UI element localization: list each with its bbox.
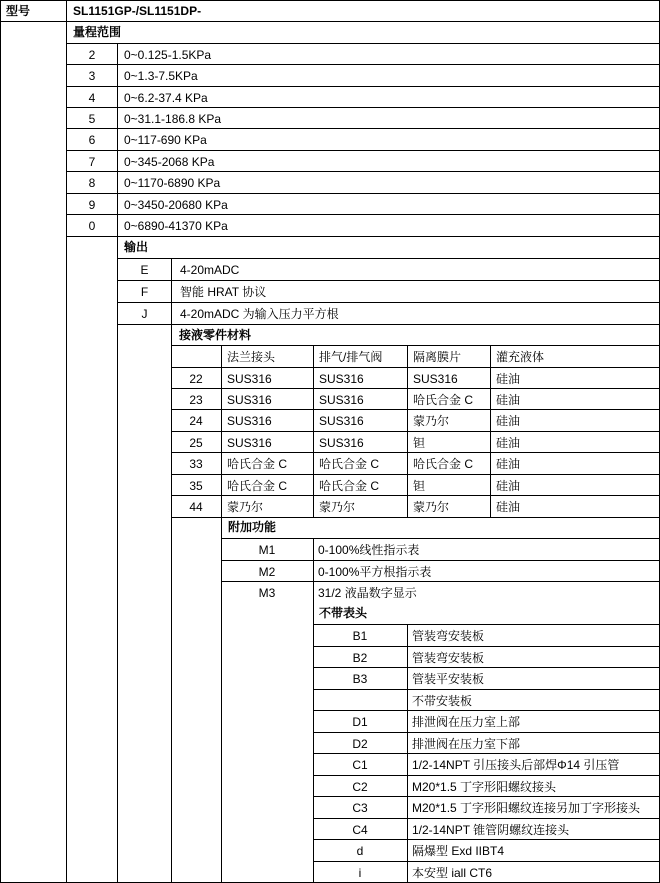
table-rule-h: [313, 667, 660, 668]
output-value: 智能 HRAT 协议: [180, 285, 267, 299]
range-value: 0~117-690 KPa: [124, 133, 207, 147]
range-code: 9: [88, 198, 96, 212]
wetted-cell: SUS316: [319, 393, 364, 407]
range-value: 0~6.2-37.4 KPa: [124, 91, 208, 105]
wetted-cell: 哈氏合金 C: [227, 457, 288, 471]
table-rule-h: [66, 107, 660, 108]
range-title: 量程范围: [73, 25, 122, 39]
table-rule-h: [171, 388, 660, 389]
range-value: 0~1170-6890 KPa: [124, 176, 221, 190]
table-rule-h: [221, 581, 660, 582]
table-rule-h: [171, 517, 660, 518]
table-rule-h: [313, 796, 660, 797]
extra-value: 0-100%线性指示表: [318, 543, 420, 557]
wetted-cell: 硅油: [496, 457, 521, 471]
wetted-cell: SUS316: [319, 414, 364, 428]
nohead-code: C2: [352, 780, 368, 794]
output-value: 4-20mADC 为输入压力平方根: [180, 307, 339, 321]
table-rule-h: [117, 324, 660, 325]
wetted-code: 22: [189, 372, 203, 386]
nohead-code: C3: [352, 801, 368, 815]
table-rule-h: [66, 214, 660, 215]
table-rule-h: [117, 302, 660, 303]
table-rule-h: [171, 431, 660, 432]
wetted-header: 法兰接头: [227, 350, 276, 364]
wetted-code: 44: [189, 500, 203, 514]
range-value: 0~31.1-186.8 KPa: [124, 112, 222, 126]
table-rule-v: [221, 345, 222, 883]
nohead-value: 不带安装板: [412, 694, 473, 708]
wetted-cell: 硅油: [496, 393, 521, 407]
table-rule-h: [171, 345, 660, 346]
table-rule-v: [407, 345, 408, 518]
table-rule-h: [171, 474, 660, 475]
table-rule-v: [171, 258, 172, 883]
table-rule-h: [117, 280, 660, 281]
table-rule-h: [171, 409, 660, 410]
nohead-code: d: [356, 844, 364, 858]
nohead-value: 1/2-14NPT 引压接头后部焊Φ14 引压管: [412, 758, 620, 772]
extra-value: 31/2 液晶数字显示: [318, 586, 417, 600]
range-code: 2: [88, 48, 96, 62]
table-rule-h: [66, 128, 660, 129]
table-rule-h: [313, 689, 660, 690]
nohead-code: D1: [352, 715, 368, 729]
range-code: 8: [88, 176, 96, 190]
table-rule-h: [221, 560, 660, 561]
wetted-cell: 钽: [413, 436, 426, 450]
wetted-cell: SUS316: [227, 436, 272, 450]
output-code: F: [140, 285, 149, 299]
wetted-code: 35: [189, 479, 203, 493]
table-rule-h: [171, 495, 660, 496]
table-rule-h: [313, 861, 660, 862]
nohead-value: 管装弯安装板: [412, 629, 485, 643]
wetted-cell: SUS316: [227, 393, 272, 407]
wetted-cell: 硅油: [496, 479, 521, 493]
wetted-cell: SUS316: [227, 414, 272, 428]
wetted-title: 接液零件材料: [179, 328, 252, 342]
model-label: 型号: [6, 4, 31, 18]
nohead-value: 本安型 iall CT6: [412, 866, 493, 880]
table-rule-h: [313, 839, 660, 840]
table-rule-h: [66, 64, 660, 65]
model-number: SL1151GP-/SL1151DP-: [73, 4, 202, 18]
wetted-cell: 蒙乃尔: [413, 500, 450, 514]
output-value: 4-20mADC: [180, 263, 240, 277]
table-rule-h: [0, 0, 660, 1]
nohead-value: 排泄阀在压力室下部: [412, 737, 521, 751]
wetted-code: 25: [189, 436, 203, 450]
extra-code: M1: [258, 543, 276, 557]
output-title: 输出: [124, 240, 149, 254]
range-value: 0~345-2068 KPa: [124, 155, 215, 169]
table-rule-h: [117, 258, 660, 259]
table-rule-h: [66, 150, 660, 151]
table-rule-h: [66, 193, 660, 194]
range-code: 5: [88, 112, 96, 126]
output-code: E: [140, 263, 149, 277]
table-rule-h: [221, 538, 660, 539]
wetted-cell: 硅油: [496, 414, 521, 428]
range-code: 3: [88, 69, 96, 83]
nohead-code: B1: [352, 629, 368, 643]
table-rule-h: [66, 171, 660, 172]
wetted-cell: 哈氏合金 C: [227, 479, 288, 493]
table-rule-v: [313, 345, 314, 518]
nohead-code: B2: [352, 651, 368, 665]
nohead-code: C1: [352, 758, 368, 772]
wetted-cell: 硅油: [496, 372, 521, 386]
nohead-value: 隔爆型 Exd IIBT4: [412, 844, 505, 858]
nohead-code: D2: [352, 737, 368, 751]
table-rule-h: [313, 775, 660, 776]
wetted-code: 23: [189, 393, 203, 407]
extra-code: M2: [258, 565, 276, 579]
nohead-value: 1/2-14NPT 锥管阴螺纹连接头: [412, 823, 570, 837]
table-rule-v: [407, 624, 408, 883]
extra-code: M3: [258, 586, 276, 600]
wetted-cell: SUS316: [227, 372, 272, 386]
wetted-header: 隔离膜片: [413, 350, 462, 364]
table-rule-h: [171, 452, 660, 453]
nohead-value: M20*1.5 丁字形阳螺纹连接另加丁字形接头: [412, 801, 641, 815]
nohead-value: 管装平安装板: [412, 672, 485, 686]
table-rule-v: [490, 345, 491, 518]
table-rule-h: [66, 236, 660, 237]
table-rule-h: [313, 732, 660, 733]
nohead-code: C4: [352, 823, 368, 837]
table-rule-h: [313, 646, 660, 647]
wetted-header: 排气/排气阀: [319, 350, 383, 364]
range-code: 6: [88, 133, 96, 147]
wetted-cell: 硅油: [496, 500, 521, 514]
wetted-cell: 蒙乃尔: [413, 414, 450, 428]
wetted-cell: 蒙乃尔: [319, 500, 356, 514]
nohead-value: M20*1.5 丁字形阳螺纹接头: [412, 780, 557, 794]
nohead-code: B3: [352, 672, 368, 686]
range-value: 0~3450-20680 KPa: [124, 198, 228, 212]
table-rule-h: [0, 21, 660, 22]
wetted-cell: 蒙乃尔: [227, 500, 264, 514]
wetted-cell: 哈氏合金 C: [319, 457, 380, 471]
wetted-cell: 哈氏合金 C: [413, 393, 474, 407]
table-rule-h: [66, 86, 660, 87]
table-rule-h: [313, 818, 660, 819]
extra-title: 附加功能: [228, 520, 277, 534]
wetted-cell: 钽: [413, 479, 426, 493]
range-value: 0~1.3-7.5KPa: [124, 69, 198, 83]
extra-value: 0-100%平方根指示表: [318, 565, 432, 579]
table-rule-v: [117, 43, 118, 883]
table-rule-h: [66, 43, 660, 44]
table-rule-v: [0, 0, 1, 883]
range-code: 7: [88, 155, 96, 169]
wetted-cell: SUS316: [319, 372, 364, 386]
range-value: 0~0.125-1.5KPa: [124, 48, 212, 62]
range-code: 4: [88, 91, 96, 105]
range-value: 0~6890-41370 KPa: [124, 219, 228, 233]
wetted-code: 24: [189, 414, 203, 428]
wetted-cell: 哈氏合金 C: [413, 457, 474, 471]
wetted-cell: SUS316: [319, 436, 364, 450]
wetted-header: 灌充液体: [496, 350, 545, 364]
output-code: J: [141, 307, 148, 321]
table-rule-h: [313, 710, 660, 711]
wetted-cell: 哈氏合金 C: [319, 479, 380, 493]
range-code: 0: [88, 219, 96, 233]
nohead-value: 排泄阀在压力室上部: [412, 715, 521, 729]
wetted-cell: SUS316: [413, 372, 458, 386]
nohead-title: 不带表头: [319, 606, 368, 620]
wetted-cell: 硅油: [496, 436, 521, 450]
table-rule-h: [313, 624, 660, 625]
nohead-code: i: [358, 866, 362, 880]
table-rule-h: [313, 753, 660, 754]
nohead-value: 管装弯安装板: [412, 651, 485, 665]
table-rule-h: [171, 367, 660, 368]
wetted-code: 33: [189, 457, 203, 471]
